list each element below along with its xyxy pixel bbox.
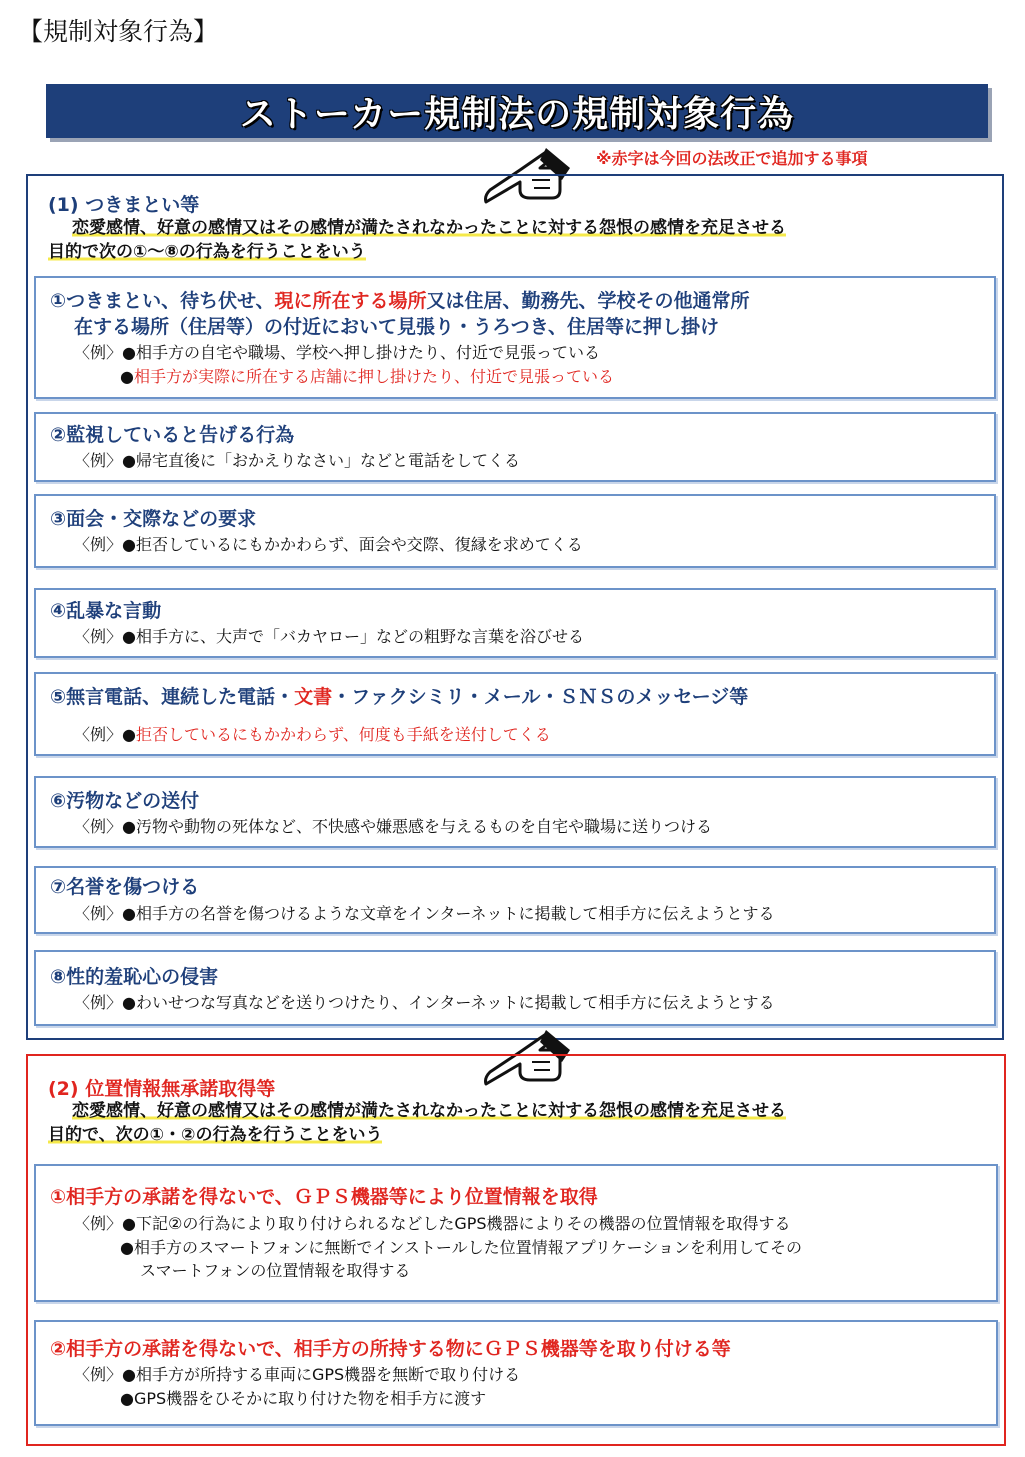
- section1-intro-line1: [72, 216, 786, 240]
- act-item-1-title-line2: 在する場所（住居等）の付近において見張り・うろつき、住居等に押し掛け: [74, 316, 720, 338]
- example-prefix: 〈例〉●: [74, 725, 136, 744]
- example-prefix: 〈例〉●: [74, 817, 136, 836]
- act-item-5-title-added: 文書: [294, 686, 333, 708]
- location-item-2-example-1: [74, 1363, 520, 1386]
- act-item-1-example-2: [120, 365, 614, 388]
- example-prefix: 〈例〉●: [74, 535, 136, 554]
- act-item-8-title: ⑧性的羞恥心の侵害: [50, 966, 219, 988]
- act-item-1-title-added: 現に所在する場所: [274, 290, 427, 312]
- act-item-5-title: [50, 684, 748, 710]
- section1-intro-line2: [48, 240, 366, 264]
- example-text-added: 拒否しているにもかかわらず、何度も手紙を送付してくる: [135, 725, 551, 744]
- example-prefix: 〈例〉●: [74, 627, 136, 646]
- act-item-4: [34, 588, 996, 658]
- section2-intro-line1: [72, 1099, 786, 1123]
- section2-intro-text1: 恋愛感情、好意の感情又はその感情が満たされなかったことに対する怨恨の感情を充足させる: [72, 1101, 786, 1121]
- act-item-5-title-a: ⑤無言電話、連続した電話・: [50, 686, 295, 708]
- act-item-2: [34, 412, 996, 482]
- example-text: 拒否しているにもかかわらず、面会や交際、復縁を求めてくる: [135, 535, 583, 554]
- location-item-2-title: ②相手方の承諾を得ないで、相手方の所持する物にＧＰＳ機器等を取り付ける等: [50, 1338, 731, 1360]
- example-prefix: 〈例〉●: [74, 451, 136, 470]
- example-text: わいせつな写真などを送りつけたり、インターネットに掲載して相手方に伝えようとする: [135, 993, 775, 1012]
- page-label: 【規制対象行為】: [18, 17, 219, 46]
- location-item-1: [34, 1164, 998, 1302]
- act-item-1: [34, 276, 996, 399]
- bullet: ●: [120, 1389, 134, 1408]
- example-prefix: 〈例〉●: [74, 904, 136, 923]
- example-text: 相手方のスマートフォンに無断でインストールした位置情報アプリケーションを利用してその: [133, 1238, 802, 1257]
- location-item-2: [34, 1320, 998, 1426]
- act-item-6-example: [74, 815, 712, 838]
- act-item-3-title: ③面会・交際などの要求: [50, 508, 257, 530]
- act-item-1-title-c: 又は住居、勤務先、学校その他通常所: [426, 290, 750, 312]
- act-item-2-example: [74, 449, 520, 472]
- section2-intro-line2: [48, 1123, 382, 1147]
- act-item-2-title: ②監視していると告げる行為: [50, 424, 295, 446]
- example-text: 下記②の行為により取り付けられるなどしたGPS機器によりその機器の位置情報を取得する: [135, 1214, 791, 1233]
- example-prefix: 〈例〉●: [74, 1365, 136, 1384]
- example-text: 帰宅直後に「おかえりなさい」などと電話をしてくる: [135, 451, 520, 470]
- section1-intro-text1: 恋愛感情、好意の感情又はその感情が満たされなかったことに対する怨恨の感情を充足させる: [72, 218, 786, 238]
- section2-intro-text2: 目的で、次の①・②の行為を行うことをいう: [48, 1125, 383, 1145]
- section1-intro-text2: 目的で次の①～⑧の行為を行うことをいう: [48, 242, 366, 262]
- bullet: ●: [120, 367, 134, 386]
- example-prefix: 〈例〉●: [74, 343, 136, 362]
- section2-title: (2) 位置情報無承諾取得等: [48, 1078, 276, 1100]
- title-banner: [46, 84, 988, 138]
- act-item-5-example: [74, 723, 551, 746]
- bullet: ●: [120, 1238, 134, 1257]
- act-item-7-example: [74, 902, 775, 925]
- act-item-7: [34, 866, 996, 934]
- example-text: 汚物や動物の死体など、不快感や嫌悪感を与えるものを自宅や職場に送りつける: [135, 817, 712, 836]
- example-text-added: 相手方が実際に所在する店舗に押し掛けたり、付近で見張っている: [133, 367, 614, 386]
- example-text: 相手方が所持する車両にGPS機器を無断で取り付ける: [135, 1365, 521, 1384]
- act-item-6-title: ⑥汚物などの送付: [50, 790, 200, 812]
- act-item-7-title: ⑦名誉を傷つける: [50, 876, 200, 898]
- location-item-1-example-1: [74, 1212, 791, 1235]
- location-item-1-example-2-cont: スマートフォンの位置情報を取得する: [140, 1261, 411, 1280]
- act-item-5-title-c: ・ファクシミリ・メール・ＳＮＳのメッセージ等: [332, 686, 749, 708]
- act-item-5: [34, 672, 996, 756]
- example-prefix: 〈例〉●: [74, 993, 136, 1012]
- location-item-1-title: ①相手方の承諾を得ないで、ＧＰＳ機器等により位置情報を取得: [50, 1186, 598, 1208]
- example-text: 相手方の名誉を傷つけるような文章をインターネットに掲載して相手方に伝えようとする: [135, 904, 775, 923]
- act-item-8-example: [74, 991, 775, 1014]
- act-item-1-title: [50, 288, 750, 314]
- example-prefix: 〈例〉●: [74, 1214, 136, 1233]
- act-item-3-example: [74, 533, 583, 556]
- location-item-2-example-2: [120, 1387, 486, 1410]
- example-text: 相手方の自宅や職場、学校へ押し掛けたり、付近で見張っている: [135, 343, 600, 362]
- act-item-6: [34, 776, 996, 848]
- location-item-1-example-2: [120, 1236, 802, 1259]
- banner-title: ストーカー規制法の規制対象行為: [239, 93, 795, 135]
- example-text: 相手方に、大声で「バカヤロー」などの粗野な言葉を浴びせる: [135, 627, 584, 646]
- act-item-3: [34, 494, 996, 568]
- example-text: GPS機器をひそかに取り付けた物を相手方に渡す: [133, 1389, 487, 1408]
- act-item-1-title-a: ①つきまとい、待ち伏せ、: [50, 290, 275, 312]
- section1-title: (1) つきまとい等: [48, 194, 200, 216]
- act-item-1-example-1: [74, 341, 600, 364]
- amendment-note: ※赤字は今回の法改正で追加する事項: [596, 149, 868, 168]
- act-item-4-example: [74, 625, 584, 648]
- act-item-8: [34, 950, 996, 1026]
- act-item-4-title: ④乱暴な言動: [50, 600, 162, 622]
